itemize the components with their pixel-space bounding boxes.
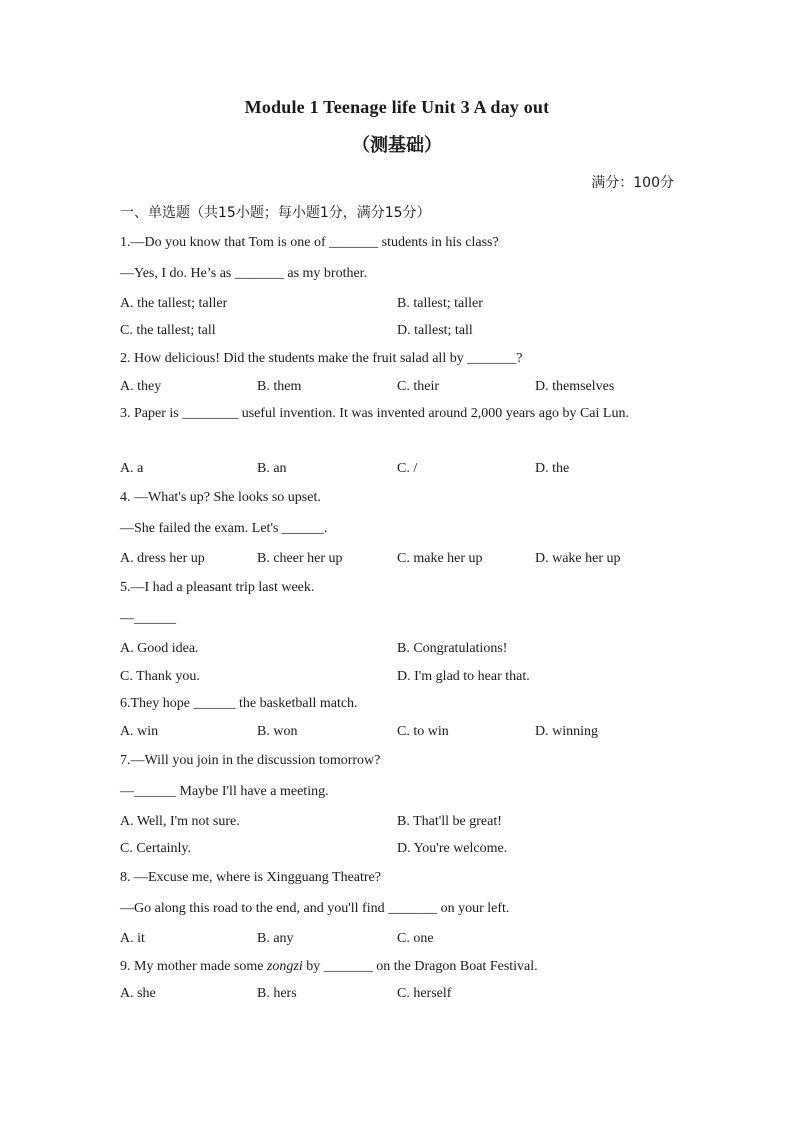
question-6-option-a: A. win <box>120 724 159 739</box>
question-7-option-b: B. That'll be great! <box>397 814 502 829</box>
question-8-line-2: —Go along this road to the end, and you'll find _______ on your left. <box>120 901 510 916</box>
question-8-option-b: B. any <box>257 931 294 946</box>
question-8-option-a: A. it <box>120 931 145 946</box>
question-7-option-d: D. You're welcome. <box>397 841 508 856</box>
question-4-option-b: B. cheer her up <box>257 551 343 566</box>
question-2-option-d: D. themselves <box>535 379 615 394</box>
question-3-option-b: B. an <box>257 461 287 476</box>
question-9-option-b: B. hers <box>257 986 297 1001</box>
question-8-line-1: 8. —Excuse me, where is Xingguang Theatre? <box>120 870 381 885</box>
question-3-option-d: D. the <box>535 461 570 476</box>
question-5-option-d: D. I'm glad to hear that. <box>397 669 530 684</box>
question-6-option-d: D. winning <box>535 724 598 739</box>
question-4-option-c: C. make her up <box>397 551 483 566</box>
question-2-option-c: C. their <box>397 379 439 394</box>
question-4-option-a: A. dress her up <box>120 551 205 566</box>
question-9-prefix: 9. My mother made some <box>120 959 267 974</box>
question-9-line-1 <box>120 959 538 975</box>
question-4-line-1: 4. —What's up? She looks so upset. <box>120 490 321 505</box>
question-1-line-1: 1.—Do you know that Tom is one of _______ students in his class? <box>120 235 499 250</box>
question-4-option-d: D. wake her up <box>535 551 621 566</box>
question-2-option-a: A. they <box>120 379 162 394</box>
question-7-line-2: —______ Maybe I'll have a meeting. <box>120 784 329 799</box>
question-7-option-c: C. Certainly. <box>120 841 192 856</box>
question-9-italic-word: zongzi <box>266 959 303 974</box>
question-6-option-c: C. to win <box>397 724 449 739</box>
question-3-text: 3. Paper is ________ useful invention. It was invented around 2,000 years ago by Cai Lun. <box>120 406 629 421</box>
question-9-option-c: C. herself <box>397 986 452 1001</box>
question-7-line-1: 7.—Will you join in the discussion tomorrow? <box>120 753 381 768</box>
question-2-line-1: 2. How delicious! Did the students make the fruit salad all by _______? <box>120 351 523 366</box>
page-title: Module 1 Teenage life Unit 3 A day out <box>244 97 550 117</box>
question-1-option-d: D. tallest; tall <box>397 323 473 338</box>
full-score: 满分：100分 <box>591 175 674 191</box>
question-5-option-b: B. Congratulations! <box>397 641 508 656</box>
question-7-option-a: A. Well, I'm not sure. <box>120 814 240 829</box>
question-3-option-c: C. / <box>397 461 418 476</box>
question-9-option-a: A. she <box>120 986 156 1001</box>
question-5-option-c: C. Thank you. <box>120 669 200 684</box>
question-6-option-b: B. won <box>257 724 298 739</box>
section-heading: 一、单选题（共15小题；每小题1分，满分15分） <box>120 205 431 221</box>
page-subtitle: （测基础） <box>352 135 442 156</box>
question-3-option-a: A. a <box>120 461 144 476</box>
question-5-option-a: A. Good idea. <box>120 641 199 656</box>
question-6-line-1: 6.They hope ______ the basketball match. <box>120 696 358 711</box>
question-8-option-c: C. one <box>397 931 434 946</box>
question-1-option-b: B. tallest; taller <box>397 296 483 311</box>
question-1-option-a: A. the tallest; taller <box>120 296 228 311</box>
question-1-option-c: C. the tallest; tall <box>120 323 216 338</box>
question-1-line-2: —Yes, I do. He’s as _______ as my brother. <box>120 266 368 281</box>
question-5-line-1: 5.—I had a pleasant trip last week. <box>120 580 315 595</box>
question-2-option-b: B. them <box>257 379 302 394</box>
question-9-suffix: by _______ on the Dragon Boat Festival. <box>302 959 538 974</box>
question-4-line-2: —She failed the exam. Let's ______. <box>120 521 328 536</box>
question-5-line-2: —______ <box>120 611 176 626</box>
